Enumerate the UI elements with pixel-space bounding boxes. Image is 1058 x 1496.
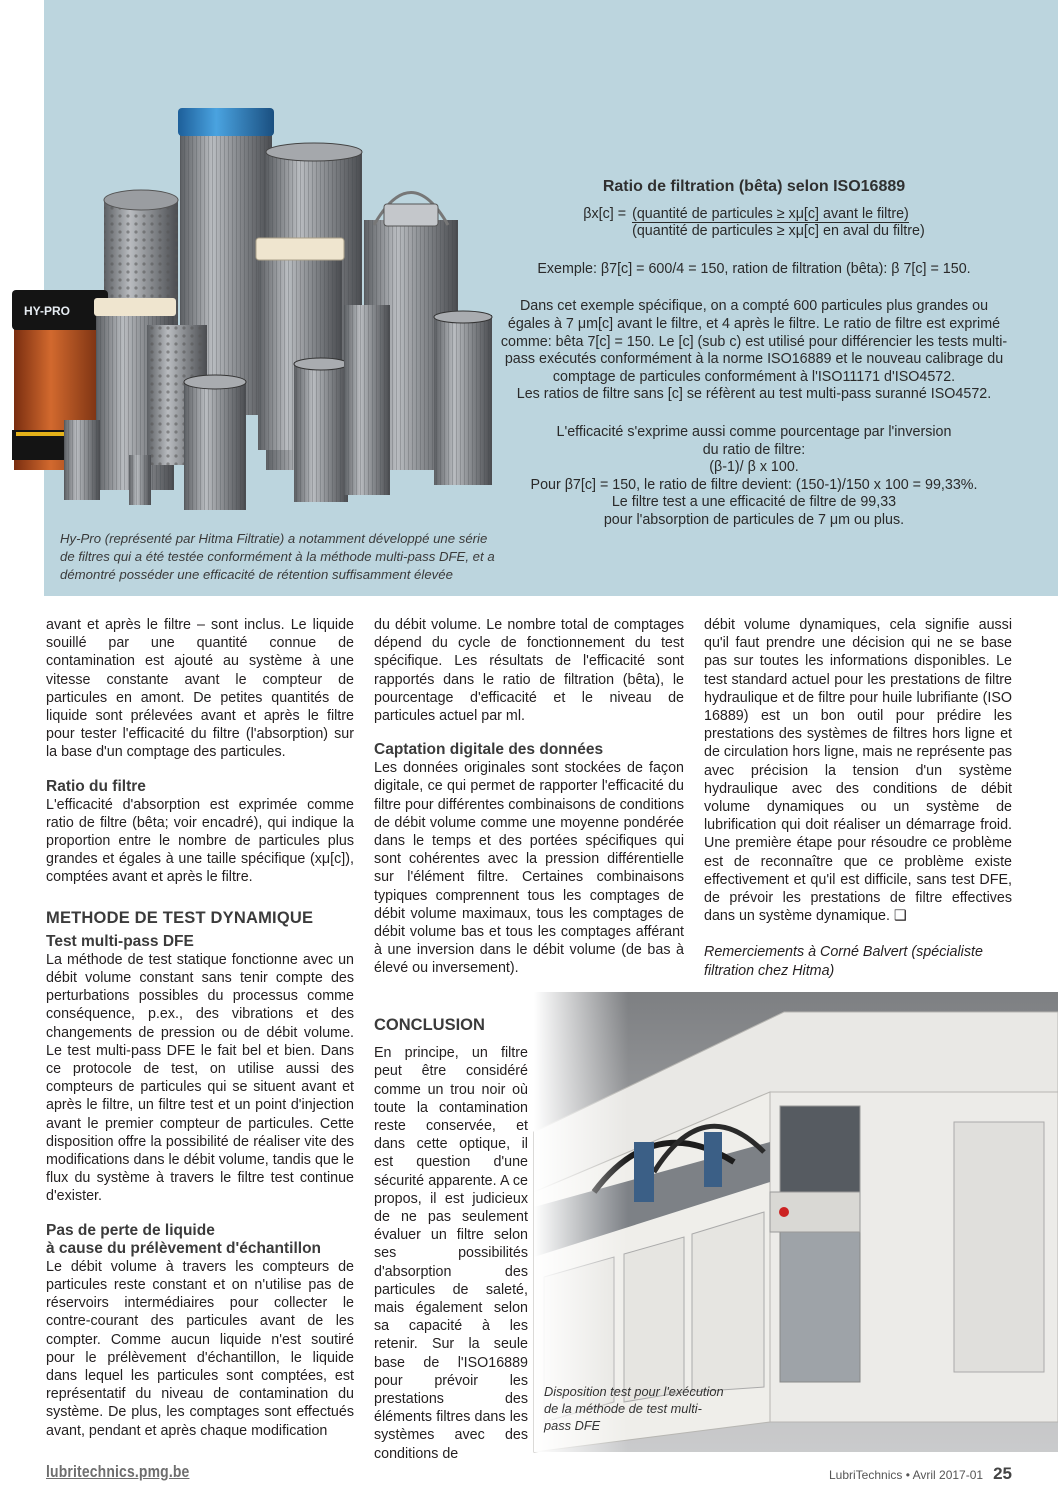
col2-paragraph-2: Les données originales sont stockées de façon digitale, ce qui permet de rapporter l'efficacité du filtre pour différentes combinaisons de conditions de débit volume comme une moyenne pondérée dans le temps et des portées spécifiques qui sont cohérentes avec la pression différentielle sur l'élément filtre. Certaines combinaisons typiques comprennent tous les comptages de débit volume maximaux, tous les comptages de débit volume bas et tous les comptages afférant à une inversion dans le débit volume (de bas à élevé ou inversement). xyxy=(374,760,684,977)
beta-paragraph-2: Les ratios de filtre sans [c] se réfèrent au test multi-pass suranné ISO4572. xyxy=(516,386,992,403)
efficiency-line-3: (β-1)/ β x 100. xyxy=(709,459,799,476)
formula-lhs: βx[c] = xyxy=(583,205,627,222)
efficiency-line-2: du ratio de filtre: xyxy=(702,441,806,458)
conclusion-block xyxy=(374,1016,528,1463)
page-footer xyxy=(829,1464,1012,1484)
website-link[interactable]: lubritechnics.pmg.be xyxy=(46,1462,190,1481)
col1-paragraph-2: L'efficacité d'absorption est exprimée comme ratio de filtre (bêta; voir encadré), qui indique la proportion entre le nombre de particules plus grandes et égales à une taille spécifique (xμ[c]), comptées avant et après le filtre. xyxy=(46,796,354,886)
conclusion-paragraph: En principe, un filtre peut être considéré comme un trou noir où toute la contamination reste conservée, et dans cette optique, il est question d'une sécurité apparente. A ce propos, il est judicieux de ne pas seulement évaluer un filtre selon ses possibilités d'absorption des particules de saleté, mais également selon sa capacité à les retenir. Sur la seule base de l'ISO16889 pour prévoir les prestations des éléments filtres dans les systèmes avec des conditions de xyxy=(374,1045,528,1462)
heading-pas-de-perte-1: Pas de perte de liquide xyxy=(46,1221,215,1239)
col2-paragraph-1: du débit volume. Le nombre total de comptages dépend du cycle de fonctionnement du test spécifique. Les résultats de l'efficacité sont rapportés dans le ratio de filtration (bêta), le pourcentage d'efficacité et le niveau de particules actuel par ml. xyxy=(374,617,684,725)
efficiency-line-5: Le filtre test a une efficacité de filtre de 99,33 xyxy=(611,494,897,511)
col1-paragraph-1: avant et après le filtre – sont inclus. Le liquide souillé par une quantité connue de contamination est ajouté au système à une vitesse constante avant le compteur de particules en amont. De petites quantités de liquide sont prélevées avant et après le filtre pour tester l'efficacité du filtre (l'absorption) sur la base d'un comptage des particules. xyxy=(46,617,354,761)
acknowledgement: Remerciements à Corné Balvert (spécialiste filtration chez Hitma) xyxy=(704,944,983,979)
column-3 xyxy=(704,616,1012,980)
col3-paragraph-1: débit volume dynamiques, cela signifie aussi qu'il faut prendre une décision qui ne se base pas sur toutes les informations disponibles. Le test standard actuel pour les prestations de filtre hydraulique et de filtre pour huile lubrifiante (ISO 16889) est un bon outil pour prédire les prestations des systèmes de filtres hors ligne et de circulation hors ligne, mais ne représente pas avec précision la tension d'un système hydraulique avec des conditions de débit volume dynamiques ou un système de lubrification qui doit réaliser un démarrage froid. Une première étape pour résoudre ce problème est de reconnaître que ce problème existe effectivement et qu'il est difficile, sans test DFE, de prévoir les prestations de filtre effectives dans un système dynamique. ❑ xyxy=(704,617,1012,925)
beta-example: Exemple: β7[c] = 600/4 = 150, ration de filtration (bêta): β 7[c] = 150. xyxy=(537,260,971,277)
beta-ratio-box xyxy=(498,178,1010,530)
heading-methode-de-test: METHODE DE TEST DYNAMIQUE xyxy=(46,908,314,927)
formula-numerator: (quantité de particules ≥ xμ[c] avant le filtre) xyxy=(632,205,909,222)
efficiency-line-4: Pour β7[c] = 150, le ratio de filtre devient: (150-1)/150 x 100 = 99,33%. xyxy=(530,476,978,493)
heading-captation: Captation digitale des données xyxy=(374,741,604,759)
beta-paragraph-1: Dans cet exemple spécifique, on a compté 600 particules plus grandes ou égales à 7 μm[c] avant le filtre, et 4 après le filtre. Le ratio de filtre est exprimé comme: bêta 7[c] = 150. Le [c] (sub c) est utilisé pour différencier les tests multi-pass exécutés conformément à la norme ISO16889 et le nouveau calibrage du comptage de particules conformément à l'ISO11171 d'ISO4572. xyxy=(500,298,1008,385)
column-2 xyxy=(374,616,684,978)
beta-ratio-title: Ratio de filtration (bêta) selon ISO16889 xyxy=(602,178,906,195)
hy-pro-logo: HY-PRO xyxy=(24,304,71,318)
col1-paragraph-3: La méthode de test statique fonctionne avec un débit volume constant sans tenir compte des perturbations possibles du processus comme conséquence, p.ex., des vibrations et des changements de pression ou de débit volume. Le test multi-pass DFE le fait bel et bien. Dans ce protocole de test, on utilise aussi des compteurs de particules qui se situent avant et après le filtre, un filtre test et un point d'injection avant le premier compteur de particules. Cette disposition offre la possibilité de réaliser vite des modifications dans le débit volume, tandis que le flux du système à travers le filtre test continue d'exister. xyxy=(46,951,354,1205)
formula-denominator: (quantité de particules ≥ xμ[c] en aval du filtre) xyxy=(632,223,925,240)
efficiency-line-6: pour l'absorption de particules de 7 μm ou plus. xyxy=(603,511,905,528)
heading-pas-de-perte-2: à cause du prélèvement d'échantillon xyxy=(46,1239,322,1257)
hero-caption: Hy-Pro (représenté par Hitma Filtratie) a notamment développé une série de filtres qui a été testée conformément à la méthode multi-pass DFE, et a démontré posséder une efficacité de rétention suffisamment élevée xyxy=(60,531,495,582)
efficiency-line-1: L'efficacité s'exprime aussi comme pourcentage par l'inversion xyxy=(556,423,952,440)
column-1 xyxy=(46,616,354,1440)
magazine-issue: LubriTechnics • Avril 2017-01 xyxy=(829,1468,984,1482)
heading-conclusion: CONCLUSION xyxy=(374,1016,485,1034)
col1-paragraph-4: Le débit volume à travers les compteurs de particules reste constant et on n'utilise pas de réservoirs intermédiaires pour collecter le contre-courant des particules avant de les compter. Comme aucun liquide n'est soutiré pour le prélèvement d'échantillon, le liquide dans lequel les particules sont comptées, est représentatif du niveau de contamination du système. De plus, les comptages sont effectués avant, pendant et après chaque modification xyxy=(46,1258,354,1439)
heading-ratio-du-filtre: Ratio du filtre xyxy=(46,777,146,795)
test-rig-caption: Disposition test pour l'exécution de la méthode de test multi-pass DFE xyxy=(544,1384,724,1433)
page-number: 25 xyxy=(993,1464,1012,1483)
filter-cartridges-photo xyxy=(24,100,564,500)
beta-formula xyxy=(498,206,1010,241)
heading-test-multipass: Test multi-pass DFE xyxy=(46,932,194,950)
